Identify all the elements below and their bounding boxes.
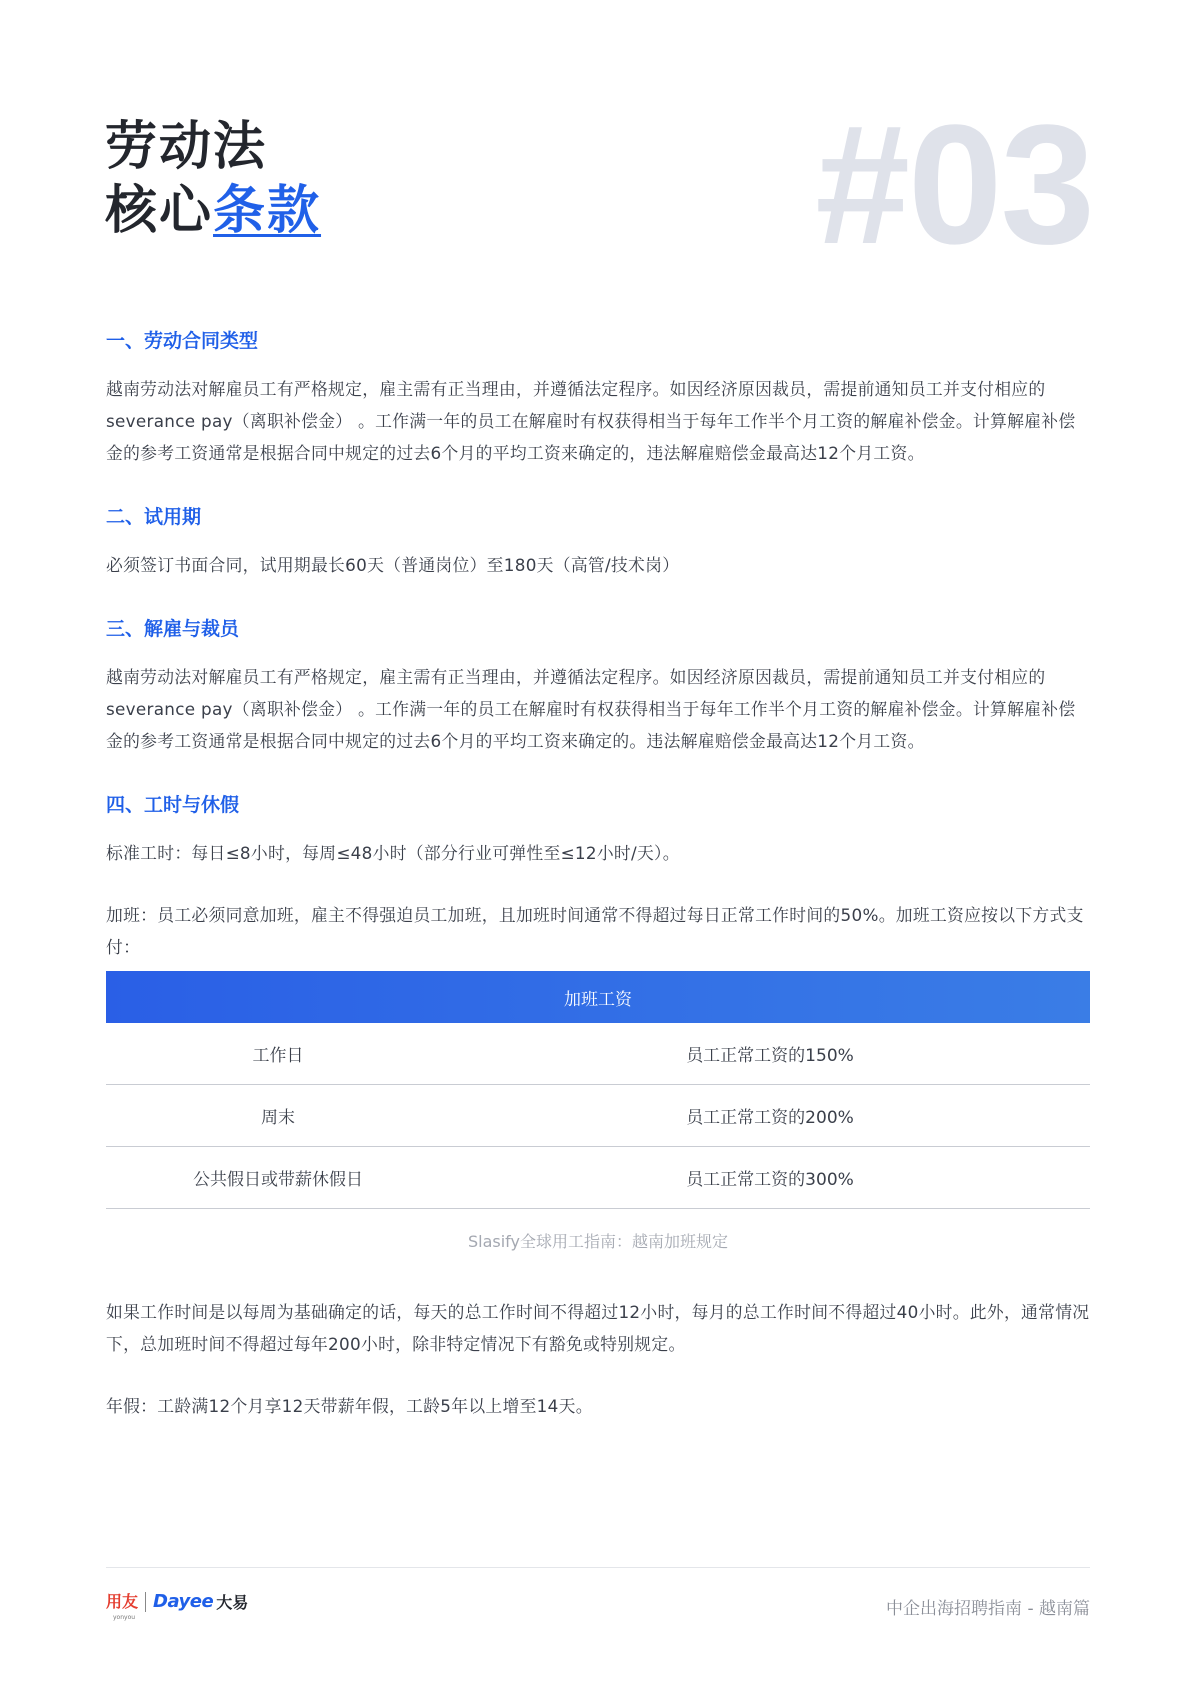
section-dismissal — [106, 615, 1090, 757]
section-heading: 二、试用期 — [106, 506, 202, 528]
main-content — [106, 327, 1090, 1456]
table-row — [106, 1023, 1090, 1085]
title-line-1: 劳动法 — [105, 117, 268, 177]
section-number: #03 — [815, 90, 1093, 280]
paragraph: 越南劳动法对解雇员工有严格规定，雇主需有正当理由，并遵循法定程序。如因经济原因裁员，需提前通知员工并支付相应的 severance pay（离职补偿金） 。工作满一年的员工在解雇时有权获得相当于每年工作半个月工资的解雇补偿金。计算解雇补偿金的参考工资通常是根据合同中规定的过去6个月的平均工资来确定的，违法解雇赔偿金最高达12个月工资。 — [106, 379, 1076, 463]
brand-logo — [106, 1590, 249, 1621]
title-accent: 条款 — [213, 181, 322, 241]
page-title — [105, 115, 321, 243]
paragraph: 标准工时：每日≤8小时，每周≤48小时（部分行业可弹性至≤12小时/天）。 — [106, 843, 680, 863]
table-row — [106, 1147, 1090, 1209]
dayi-logo-text: 大易 — [216, 1593, 249, 1612]
section-probation — [106, 503, 1090, 581]
overtime-table — [106, 971, 1090, 1209]
paragraph: 年假：工龄满12个月享12天带薪年假，工龄5年以上增至14天。 — [106, 1396, 593, 1416]
section-contract-types — [106, 327, 1090, 469]
logo-separator — [145, 1592, 146, 1612]
table-header: 加班工资 — [106, 971, 1090, 1023]
footer-divider — [106, 1567, 1090, 1568]
section-heading: 一、劳动合同类型 — [106, 330, 259, 352]
pay-cell: 员工正常工资的300% — [686, 1170, 854, 1190]
pay-cell: 员工正常工资的150% — [686, 1046, 854, 1066]
day-type-cell: 周末 — [261, 1108, 295, 1128]
paragraph: 如果工作时间是以每周为基础确定的话，每天的总工作时间不得超过12小时，每月的总工作时间不得超过40小时。此外，通常情况下，总加班时间不得超过每年200小时，除非特定情况下有豁免或特别规定。 — [106, 1302, 1090, 1354]
title-line-2 — [105, 179, 321, 243]
yonyou-logo-text: 用友 — [106, 1591, 139, 1611]
section-heading: 四、工时与休假 — [106, 794, 240, 816]
title-prefix: 核心 — [105, 181, 214, 241]
yonyou-logo — [106, 1591, 139, 1621]
section-heading: 三、解雇与裁员 — [106, 618, 240, 640]
paragraph: 加班：员工必须同意加班，雇主不得强迫员工加班，且加班时间通常不得超过每日正常工作时间的50%。加班工资应按以下方式支付： — [106, 905, 1084, 957]
paragraph: 必须签订书面合同，试用期最长60天（普通岗位）至180天（高管/技术岗） — [106, 555, 680, 575]
section-working-hours — [106, 791, 1090, 963]
pay-cell: 员工正常工资的200% — [686, 1108, 854, 1128]
footer-text: 中企出海招聘指南 - 越南篇 — [886, 1599, 1090, 1619]
yonyou-logo-subtext: yonyou — [113, 1613, 136, 1621]
paragraph: 越南劳动法对解雇员工有严格规定，雇主需有正当理由，并遵循法定程序。如因经济原因裁员，需提前通知员工并支付相应的 severance pay（离职补偿金） 。工作满一年的员工在解雇时有权获得相当于每年工作半个月工资的解雇补偿金。计算解雇补偿金的参考工资通常是根据合同中规定的过去6个月的平均工资来确定的。违法解雇赔偿金最高达12个月工资。 — [106, 667, 1076, 751]
dayee-logo: Dayee — [153, 1591, 214, 1612]
table-caption: Slasify全球用工指南：越南加班规定 — [467, 1232, 728, 1251]
table-row — [106, 1085, 1090, 1147]
day-type-cell: 公共假日或带薪休假日 — [193, 1170, 363, 1190]
day-type-cell: 工作日 — [252, 1046, 304, 1066]
